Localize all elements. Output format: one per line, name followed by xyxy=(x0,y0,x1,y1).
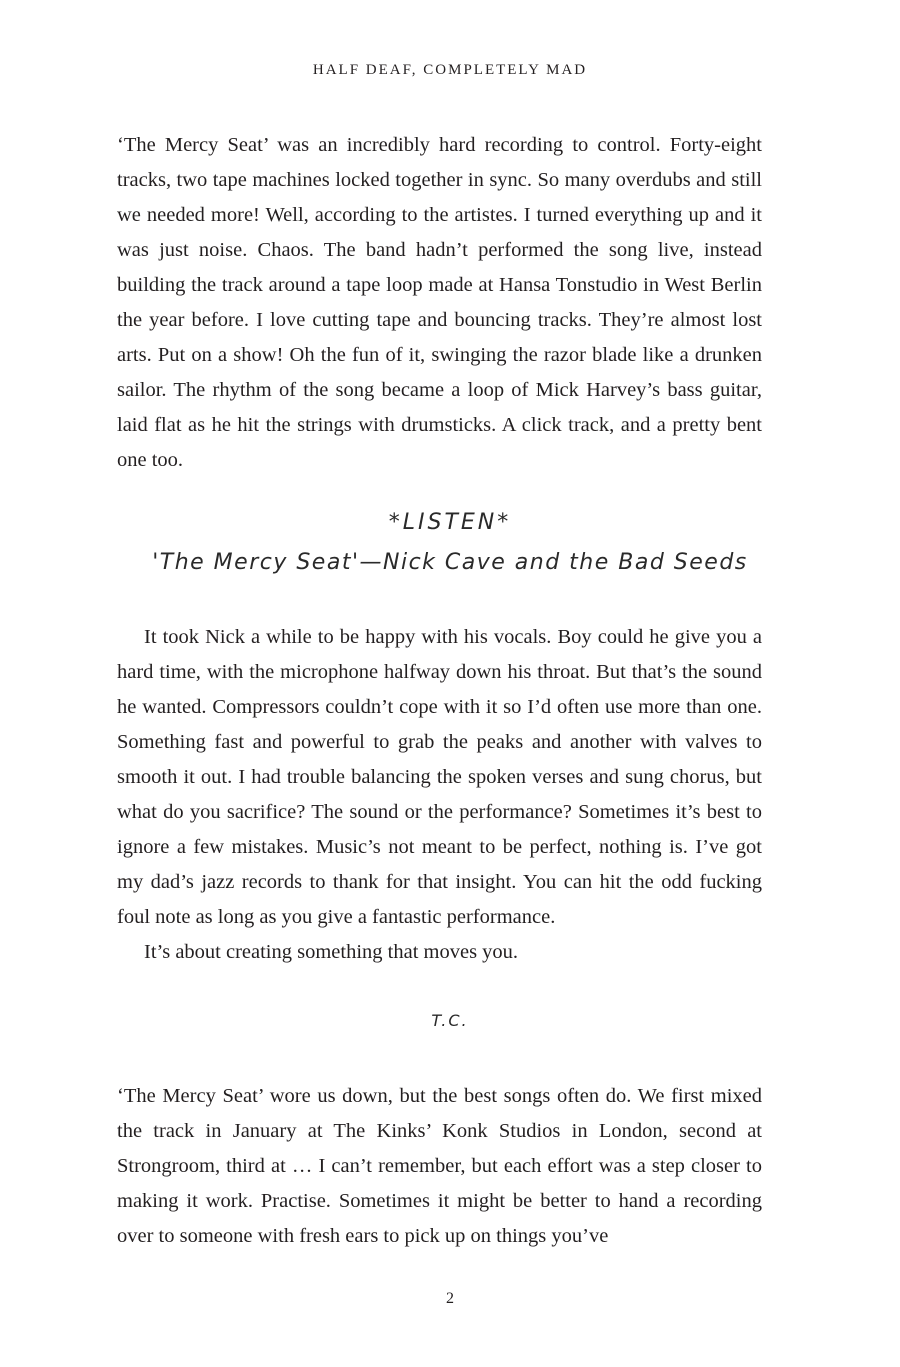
body-paragraph: ‘The Mercy Seat’ was an incredibly hard recording to control. Forty-eight tracks, two tape machines locked together in sync. So many overdubs and still we needed more! Well, according to the artistes. I turned everything up and it was just noise. Chaos. The band hadn’t performed the song live, instead building the track around a tape loop made at Hansa Tonstudio in West Berlin the year before. I love cutting tape and bouncing tracks. They’re almost lost arts. Put on a show! Oh the fun of it, swinging the razor blade like a drunken sailor. The rhythm of the song became a loop of Mick Harvey’s bass guitar, laid flat as he hit the strings with drumsticks. A click track, and a pretty bent one too. xyxy=(117,134,762,471)
body-paragraph-4-block xyxy=(117,1079,762,1254)
section-initials: T.C. xyxy=(431,1011,469,1030)
listen-song-title: 'The Mercy Seat'—Nick Cave and the Bad Seeds xyxy=(152,550,748,575)
page-number: 2 xyxy=(446,1290,454,1307)
body-paragraph: ‘The Mercy Seat’ wore us down, but the best songs often do. We first mixed the track in January at The Kinks’ Konk Studios in London, second at Strongroom, third at … I can’t remember, but each effort was a step closer to making it work. Practise. Sometimes it might be better to hand a recording over to someone with fresh ears to pick up on things you’ve xyxy=(117,1085,762,1247)
body-paragraph-2-block xyxy=(117,620,762,970)
body-paragraph: It’s about creating something that moves you. xyxy=(144,941,519,963)
body-paragraph: It took Nick a while to be happy with his vocals. Boy could he give you a hard time, with the microphone halfway down his throat. But that’s the sound he wanted. Compressors couldn’t cope with it so I’d often use more than one. Something fast and powerful to grab the peaks and another with valves to smooth it out. I had trouble balancing the spoken verses and sung chorus, but what do you sacrifice? The sound or the performance? Sometimes it’s best to ignore a few mistakes. Music’s not meant to be perfect, nothing is. I’ve got my dad’s jazz records to thank for that insight. You can hit the odd fucking foul note as long as you give a fantastic performance. xyxy=(117,626,762,928)
listen-heading: *LISTEN* xyxy=(388,510,512,535)
body-paragraph-1-block xyxy=(117,128,762,478)
running-head: HALF DEAF, COMPLETELY MAD xyxy=(312,62,588,78)
